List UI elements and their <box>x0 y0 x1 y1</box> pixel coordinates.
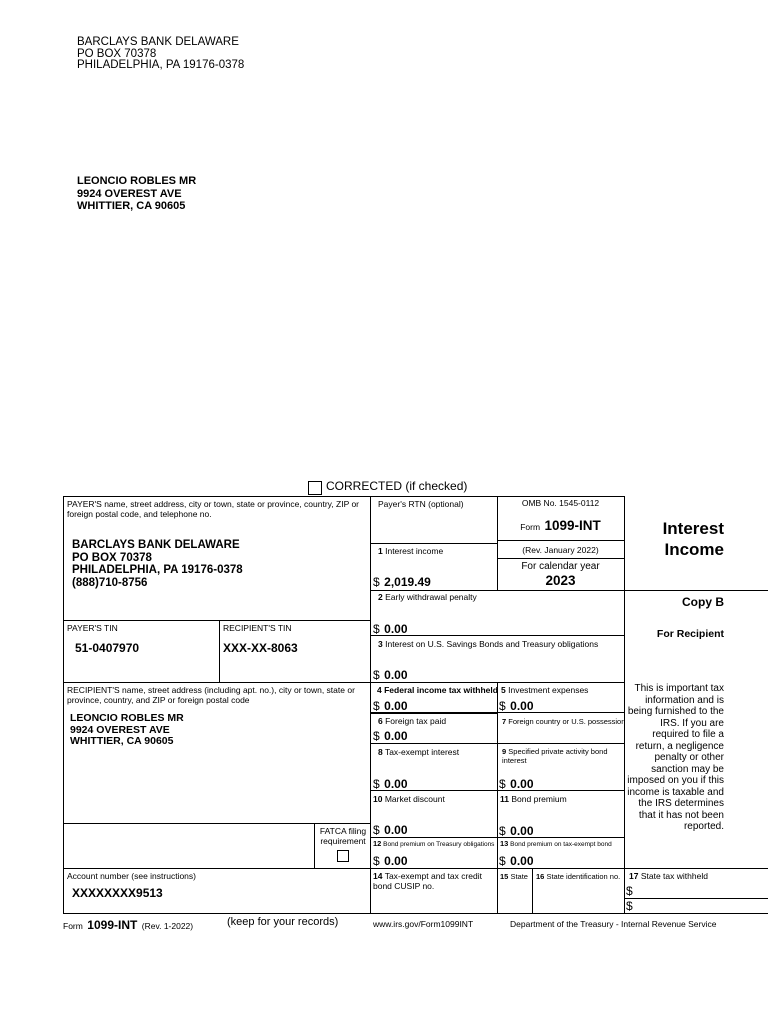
cal-year-label: For calendar year <box>521 561 600 572</box>
sender-address <box>77 37 244 72</box>
box1-label: 1 Interest income <box>378 546 444 556</box>
box17-dollar-2: $ <box>626 899 633 913</box>
footer-rev: (Rev. 1-2022) <box>141 921 194 931</box>
box8-value: $ 0.00 <box>373 777 408 791</box>
sender-line3: PHILADELPHIA, PA 19176-0378 <box>77 59 245 71</box>
box3-value: $ 0.00 <box>373 668 408 682</box>
box6-label: 6 Foreign tax paid <box>378 716 447 726</box>
copy-label: Copy B <box>682 595 724 609</box>
box14-label: 14 Tax-exempt and tax credit bond CUSIP no. <box>373 871 483 891</box>
sender-line1: BARCLAYS BANK DELAWARE <box>77 36 239 48</box>
mailing-address <box>77 175 196 213</box>
payer-tin-label: PAYER'S TIN <box>67 623 118 633</box>
box11-value: $ 0.00 <box>499 824 534 838</box>
payer-address <box>72 539 243 589</box>
recipient-tin-label: RECIPIENT'S TIN <box>223 623 292 633</box>
box8-label: 8 Tax-exempt interest <box>378 747 460 757</box>
recipient-label: RECIPIENT'S name, street address (including apt. no.), city or town, state or province, country, and ZIP or foreign postal code <box>67 685 355 705</box>
payer-tin: 51-0407970 <box>75 641 140 655</box>
sender-line2: PO BOX 70378 <box>77 47 157 60</box>
corrected-checkbox[interactable] <box>308 481 322 495</box>
box13-label: 13 Bond premium on tax-exempt bond <box>500 839 612 848</box>
box3-label: 3 Interest on U.S. Savings Bonds and Treasury obligations <box>378 639 599 649</box>
payer-line4: (888)710-8756 <box>72 576 148 589</box>
payer-line1: BARCLAYS BANK DELAWARE <box>72 539 240 551</box>
box17-label: 17 State tax withheld <box>629 871 708 881</box>
tax-year: 2023 <box>545 573 576 588</box>
fatca-label: FATCA filing requirement <box>319 826 367 846</box>
box12-value: $ 0.00 <box>373 854 408 868</box>
title-line2: Income <box>664 540 724 559</box>
footer-form-name: 1099-INT <box>87 918 138 932</box>
footer-dept: Department of the Treasury - Internal Revenue Service <box>510 919 717 929</box>
rtn-label: Payer's RTN (optional) <box>378 499 464 509</box>
footer-form-prefix: Form <box>63 921 83 931</box>
recipient-tin: XXX-XX-8063 <box>223 641 298 655</box>
mailing-line1: LEONCIO ROBLES MR <box>77 175 197 187</box>
payer-line2: PO BOX 70378 <box>72 551 152 564</box>
box11-label: 11 Bond premium <box>500 794 567 804</box>
box1-value: $ 2,019.49 <box>373 575 431 589</box>
account-number: XXXXXXXX9513 <box>72 886 163 900</box>
form-prefix: Form <box>520 522 541 532</box>
box9-label: 9 Specified private activity bond interest <box>502 747 608 765</box>
footer-form-id <box>63 916 193 934</box>
footer-url[interactable]: www.irs.gov/Form1099INT <box>373 919 474 929</box>
account-label: Account number (see instructions) <box>67 871 196 881</box>
title-line1: Interest <box>662 519 724 538</box>
recipient-line3: WHITTIER, CA 90605 <box>70 735 174 747</box>
box6-value: $ 0.00 <box>373 729 408 743</box>
box10-value: $ 0.00 <box>373 823 408 837</box>
recipient-line2: 9924 OVEREST AVE <box>70 723 170 736</box>
box4-label: 4 Federal income tax withheld <box>377 685 498 695</box>
box15-label: 15 State <box>500 872 528 881</box>
box4-value: $ 0.00 <box>373 699 408 713</box>
form-title <box>628 518 724 560</box>
box5-label: 5 Investment expenses <box>501 685 589 695</box>
box2-value: $ 0.00 <box>373 622 408 636</box>
recipient-address <box>70 713 184 748</box>
box9-value: $ 0.00 <box>499 777 534 791</box>
mailing-line3: WHITTIER, CA 90605 <box>77 200 186 212</box>
fatca-checkbox[interactable] <box>337 850 349 862</box>
box5-value: $ 0.00 <box>499 699 534 713</box>
mailing-line2: 9924 OVEREST AVE <box>77 187 182 200</box>
payer-label: PAYER'S name, street address, city or town, state or province, country, ZIP or foreign postal code, and telephone no. <box>67 499 360 519</box>
box2-label: 2 Early withdrawal penalty <box>378 592 477 602</box>
corrected-label: CORRECTED (if checked) <box>326 479 468 493</box>
box12-label: 12 Bond premium on Treasury obligations <box>373 839 495 848</box>
form-name: 1099-INT <box>544 518 601 533</box>
box13-value: $ 0.00 <box>499 854 534 868</box>
recipient-line1: LEONCIO ROBLES MR <box>70 712 184 724</box>
box17-dollar-1: $ <box>626 884 633 898</box>
footer-keep: (keep for your records) <box>227 916 339 928</box>
form-rev: (Rev. January 2022) <box>522 545 599 555</box>
for-recipient-label: For Recipient <box>656 628 724 640</box>
form-id <box>497 517 624 535</box>
box10-label: 10 Market discount <box>373 794 445 804</box>
omb-number: OMB No. 1545-0112 <box>521 498 600 508</box>
side-note: This is important tax information and is being furnished to the IRS. If you are required to file a return, a negligence penalty or other sanction may be imposed on you if this income is taxable and the IRS determines that it has not been reported. <box>627 683 724 832</box>
payer-line3: PHILADELPHIA, PA 19176-0378 <box>72 564 243 576</box>
box7-label: 7 Foreign country or U.S. possession <box>502 717 626 726</box>
box16-label: 16 State identification no. <box>536 872 621 881</box>
